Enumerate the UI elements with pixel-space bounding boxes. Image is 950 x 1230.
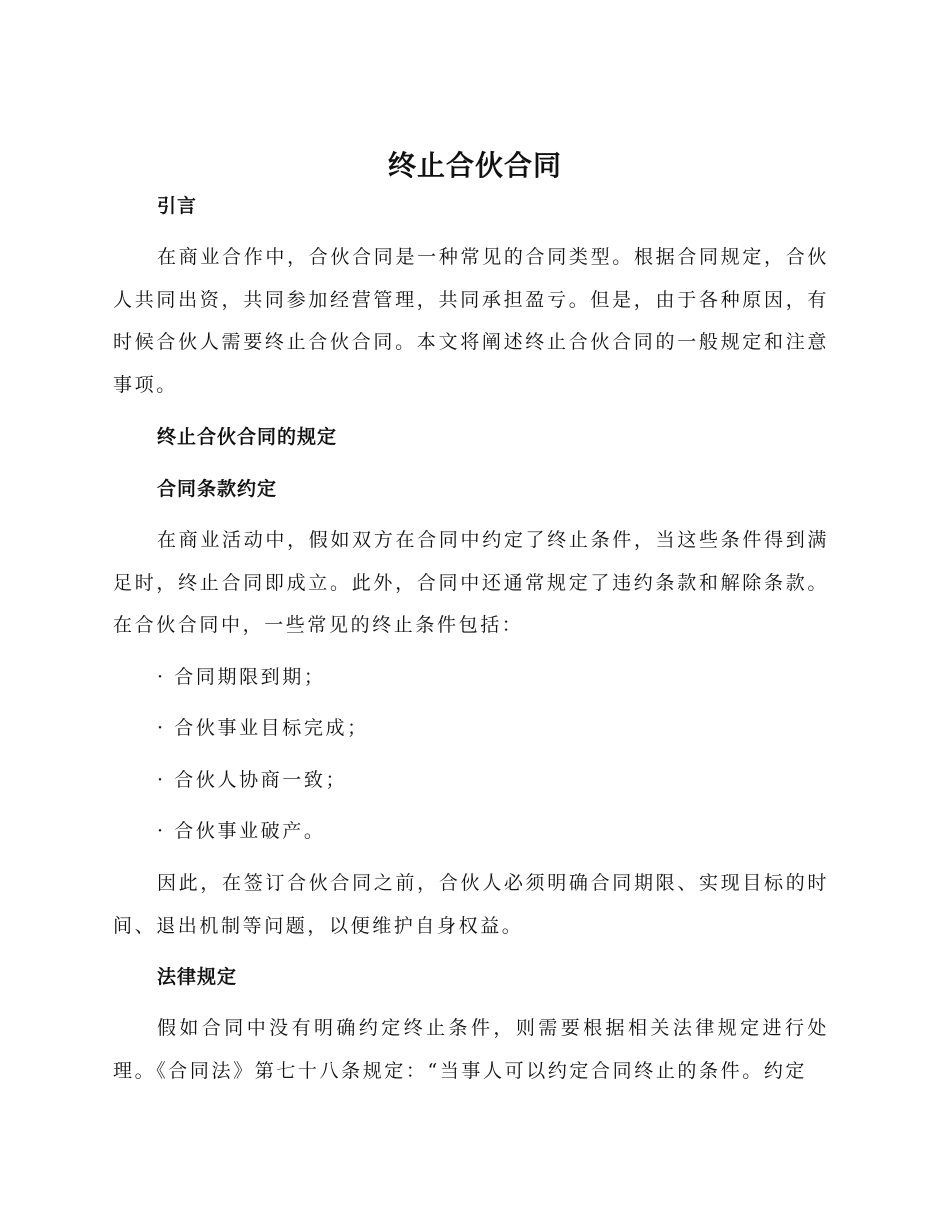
list-item: · 合伙事业破产。 xyxy=(157,820,326,842)
clause-heading: 合同条款约定 xyxy=(157,478,278,500)
conclusion-paragraph: 因此，在签订合伙合同之前，合伙人必须明确合同期限、实现目标的时间、退出机制等问题，以便维护自身权益。 xyxy=(113,872,829,937)
document-title: 终止合伙合同 xyxy=(387,149,562,182)
list-item: · 合同期限到期； xyxy=(157,666,326,688)
list-item: · 合伙事业目标完成； xyxy=(157,717,369,739)
clause-paragraph: 在商业活动中，假如双方在合同中约定了终止条件，当这些条件得到满足时，终止合同即成立。此外，合同中还通常规定了违约条款和解除条款。在合伙合同中，一些常见的终止条件包括： xyxy=(113,529,829,636)
list-item: · 合伙人协商一致； xyxy=(157,769,348,791)
intro-paragraph: 在商业合作中，合伙合同是一种常见的合同类型。根据合同规定，合伙人共同出资，共同参加经营管理，共同承担盈亏。但是，由于各种原因，有时候合伙人需要终止合伙合同。本文将阐述终止合伙合同的一般规定和注意事项。 xyxy=(113,246,829,396)
intro-heading: 引言 xyxy=(157,195,198,217)
law-paragraph: 假如合同中没有明确约定终止条件，则需要根据相关法律规定进行处理。《合同法》第七十八条规定：“当事人可以约定合同终止的条件。约定 xyxy=(113,1017,829,1082)
rules-heading: 终止合伙合同的规定 xyxy=(157,426,338,448)
law-heading: 法律规定 xyxy=(157,966,238,988)
